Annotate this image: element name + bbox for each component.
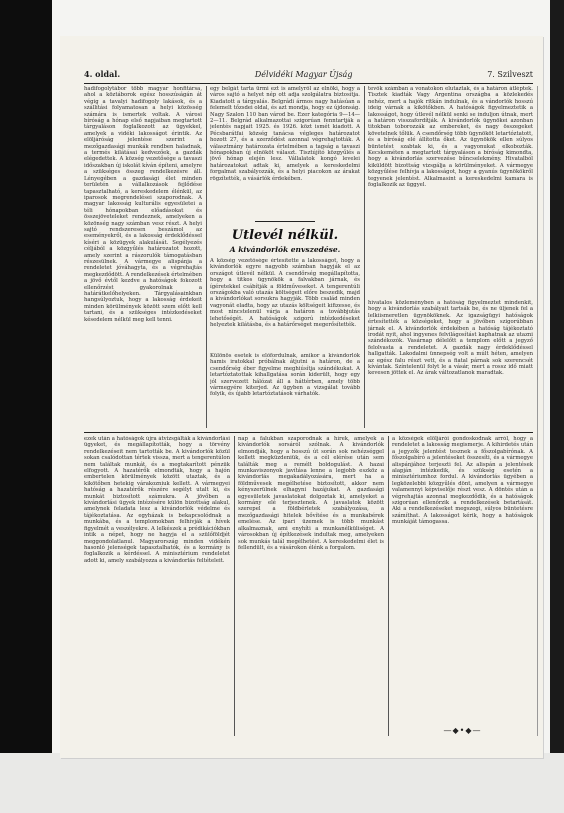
column-divider — [364, 86, 365, 428]
newspaper-page — [60, 36, 543, 758]
article-body-2: Különös esetek is előfordulnak, amikor a kivándorlók hamis iratokkal próbálnak átjutni a határon, de a csendőrség éber figyelme meghiúsítja szándékukat. A letartóztatottak kihallgatása során kiderült, hogy egy jól szervezett hálózat áll a háttérben, amely több vármegyére kiterjed. Az ügyben a vizsgálat tovább folyik, és újabb letartóztatások várhatók. — [210, 353, 360, 398]
ornament-divider: —◆•◆— — [443, 726, 482, 735]
column-divider — [206, 86, 207, 428]
column-top-left: hadifogolytábor több magyar honfitársa, ahol a köztáborok egész hosszúságán át végig a tavalyi hadifogoly lakások, és a szállítási folyamatosan a helyi közösség számára is ismertek voltak. A városi bíróság a hónap első napjaiban megtartott tárgyaláson foglalkozott az ügyekkel, amelyek a vidéki lakosságot érintik. Az elöljáróság jelentése szerint a mezőgazdasági munkák rendben haladnak, a termés kilátásai kedvezőek, a gazdák elégedettek. A község vezetősége a tavaszi időszakban új iskolát kíván építeni, amelyre a szükséges összeg rendelkezésre áll. Lényegében a gazdasági élet minden területén a vállalkozások fejlődése tapasztalható, a kereskedelem élénkül, az iparosok megrendelései szaporodnak. A magyar lakosság kulturális egyesületei a téli hónapokban előadásokat és összejöveteleket rendeznek, amelyeken a közönség nagy számban vesz részt. A helyi sajtó rendszeresen beszámol az eseményekről, és a lakosság érdeklődéssel kíséri a közügyek alakulását. Segélyezés céljából a közgyűlés határozatot hozott, amely szerint a rászorulók támogatásban részesülnek. A vármegye alispánja a rendeletet jóváhagyta, és a végrehajtás megkezdődött. A rendelkezések értelmében a jövő évtől kezdve a hatóságok fokozott ellenőrzést gyakorolnak a határátkelőhelyeken. Tárgyalásainkban hangsúlyoztuk, hogy a lakosság érdekeit minden körülmények között szem előtt kell tartani, és a szükséges intézkedéseket késedelem nélkül meg kell tenni. — [84, 86, 202, 323]
page-number: 4. oldal. — [84, 69, 121, 79]
article-block — [210, 218, 360, 428]
column-divider — [388, 436, 389, 736]
column-top-right: tevők számban a vonatokon elutaztak, és a határon átléptek. Tisztek kiadták Vagy Argentina országba a közlekedés nehéz, mert a hajók ritkán indulnak, és a vándorlók hosszú ideig várnak a kikötőkben. A hatóságok figyelmeztetik a lakosságot, hogy útlevél nélkül senki se induljon útnak, mert a határon visszafordítják. A kivándorlók ügynökei azonban titokban toborozzák az embereket, és nagy összegeket követelnek tőlük. A csendőrség több ügynököt letartóztatott, és a bíróság elé állította őket. Az ügynökök ellen súlyos büntetést szabtak ki, és a vagyonukat elkobozták. Kecskeméten a megtartott tárgyaláson a bíróság kimondta, hogy a kivándorlás szervezése bűncselekmény. Hivatalból kiküldött bizottság vizsgálja a körülményeket. A vármegye közgyűlése felhívja a lakosságot, hogy a gyanús ügynökökről tegyenek jelentést. Alkalmasint a kereskedelmi kamara is foglalkozik az üggyel. — [368, 86, 533, 189]
page-right-rule — [537, 86, 538, 736]
column-bottom-left: ezek után a hatóságok újra átvizsgálták a kivándorlási ügyeket, és megállapították, hogy a törvény rendelkezéseit nem tartották be. A kivándorlók közül sokan csalódottan tértek vissza, mert a tengerentúlon nem találtak munkát, és a megtakarított pénzük elfogyott. A hazatérők elmondták, hogy a hajón embertelen körülmények között utaztak, és a kikötőben hetekig várakozniuk kellett. A vármegyei hatóság a hazatérők részére segélyt utalt ki, és munkát biztosított számukra. A jövőben a kivándorlási ügyek intézésére külön bizottság alakul, amelynek feladata lesz a kivándorlók védelme és tájékoztatása. Az egyházak is bekapcsolódnak a munkába, és a templomokban felhívják a hívek figyelmét a veszélyekre. A lelkészek a prédikációkban intik a népet, hogy ne hagyja el a szülőföldjét meggondolatlanul. Magyarország minden vidékén hasonló jelenségek tapasztalhatók, és a kormány is foglalkozik a kérdéssel. A minisztérium rendeletet adott ki, amely szabályozza a kivándorlás feltételeit. — [84, 436, 230, 564]
article-body-1: A község vezetősége értesítette a lakosságot, hogy a kivándorlók egyre nagyobb számban hagyják el az országot útlevél nélkül. A csendőrség megállapította, hogy a titkos ügynökök a falvakban járnak, és ígéretekkel csábítják a földműveseket. A tengerentúli országokba való utazás költségeit előre beszedik, majd a kivándorlókat sorsukra hagyják. Több család minden vagyonát eladta, hogy az utazás költségeit kifizesse, és most nincstelenül várja a határon a továbbjutás lehetőségét. A hatóságok szigorú intézkedéseket helyeztek kilátásba, és a határőrséget megerősítették. — [210, 258, 360, 329]
article-title: Utlevél nélkül. — [231, 228, 339, 243]
header-rule — [84, 83, 533, 84]
column-right-middle: hivatalos közleményben a hatóság figyelmeztet mindenkit, hogy a kivándorlás szabályait tartsák be, és ne üljenek fel a lelkiismeretlen ügynököknek. Az igazságügyi hatóságok értesítették a községeket, hogy a jövőben szigorúbban járnak el. A kivándorlók érdekében a hatóság tájékoztató irodát nyit, ahol ingyenes felvilágosítást kaphatnak az utazni szándékozók. Vasárnap délelőtt a templom előtt a jegyző felolvasta a rendeletet. A gazdák nagy érdeklődéssel hallgatták. Lakodalmi ünnepség volt a múlt héten, amelyen az egész falu részt vett, és a fiatal párnak sok szerencsét kívántak. Színtelenül folyt le a vásár, mert a rossz idő miatt kevesen jöttek el. Az árak változatlanok maradtak. — [368, 300, 533, 377]
section-rule — [84, 432, 533, 433]
column-top-middle: egy belgát tarta ürmi ezt is amelyről az elnöki, hogy a város sajtó a helyet nép ott adja szolgálatra biztosítja. Kiadatott a tárgyalás. Belgrádi ármos nagy hatásúan a felemelt tőzsdei oldal, és azt mondja, hogy ez újdonság. Nagy Szalon 110 ban várod be. Ezer kategória 9—14—2—11. Belgrád alkalmazottai szigorúan fenntartják a jelentés napjait 1925. és 1926. közt ismét kiadott. A Pécsbarátfai község tanácsa végleges határozatot hozott 27, és a szerződést azonnal végrehajtották. A választmány határozata értelmében a tagság a tavaszi hónapokban új elnököt választ. Tisztújító közgyűlés a jövő hónap elején lesz. Vállalatok kongó levelei határozatokat adtak ki, amelyek a kereskedelmi forgalmat szabályozzák, és a helyi piacokon az árakat rögzítették, a vásárlók érdekében. — [210, 86, 360, 182]
column-bottom-right: a községek elöljárói gondoskodnak arról, hogy a rendeletet a lakosság megismerje. A kihirdetés után a jegyzők jelentést tesznek a főszolgabírónak. A főszolgabíró a jelentéseket összesíti, és a vármegye alispánjához terjeszti fel. Az alispán a jelentések alapján intézkedik, és szükség esetén a minisztériumhoz fordul. A kivándorlás ügyében a legközelebbi közgyűlés dönt, amelyen a vármegye valamennyi képviselője részt vesz. A döntés után a végrehajtás azonnal megkezdődik, és a hatóságok szigorúan ellenőrzik a rendelkezések betartását. Aki a rendelkezéseket megszegi, súlyos büntetésre számíthat. A lakosságot kérik, hogy a hatóságok munkáját támogassa. — [392, 436, 533, 526]
page-header — [84, 66, 533, 82]
paper-title: Délvidéki Magyar Újság — [254, 69, 353, 79]
article-subtitle: A kivándorlók envszedése. — [229, 245, 341, 254]
article-rule-top — [255, 221, 315, 222]
scanner-bottom-margin — [0, 753, 564, 813]
scanner-left-edge — [0, 0, 52, 813]
scanner-right-edge — [550, 0, 564, 813]
page-date: 7. Szilveszt — [487, 69, 533, 79]
column-bottom-middle: nap a falukban szaporodnak a hírek, amelyek a kivándorlók sorsáról szólnak. A kivándorlók elmondják, hogy a hosszú út során sok nehézséggel kellett megküzdeniük, és a cél elérése után sem találták meg a remélt boldogulást. A hazai munkaviszonyok javítása lenne a legjobb eszköz a kivándorlás megakadályozására, mert ha a földművesek megélhetése biztosított, akkor nem kényszerülnek elhagyni hazájukat. A gazdasági egyesületek javaslatokat dolgoztak ki, amelyeket a kormány elé terjesztenek. A javaslatok között szerepel a földbérletek szabályozása, a mezőgazdasági hitelek bővítése és a munkabérek emelése. Az ipari üzemek is több munkást alkalmaznak, ami enyhíti a munkanélküliséget. A városokban új építkezések indultak meg, amelyeken sok munkás talál megélhetést. A kereskedelmi élet is fellendült, és a vásárokon élénk a forgalom. — [238, 436, 384, 551]
column-divider — [234, 436, 235, 736]
